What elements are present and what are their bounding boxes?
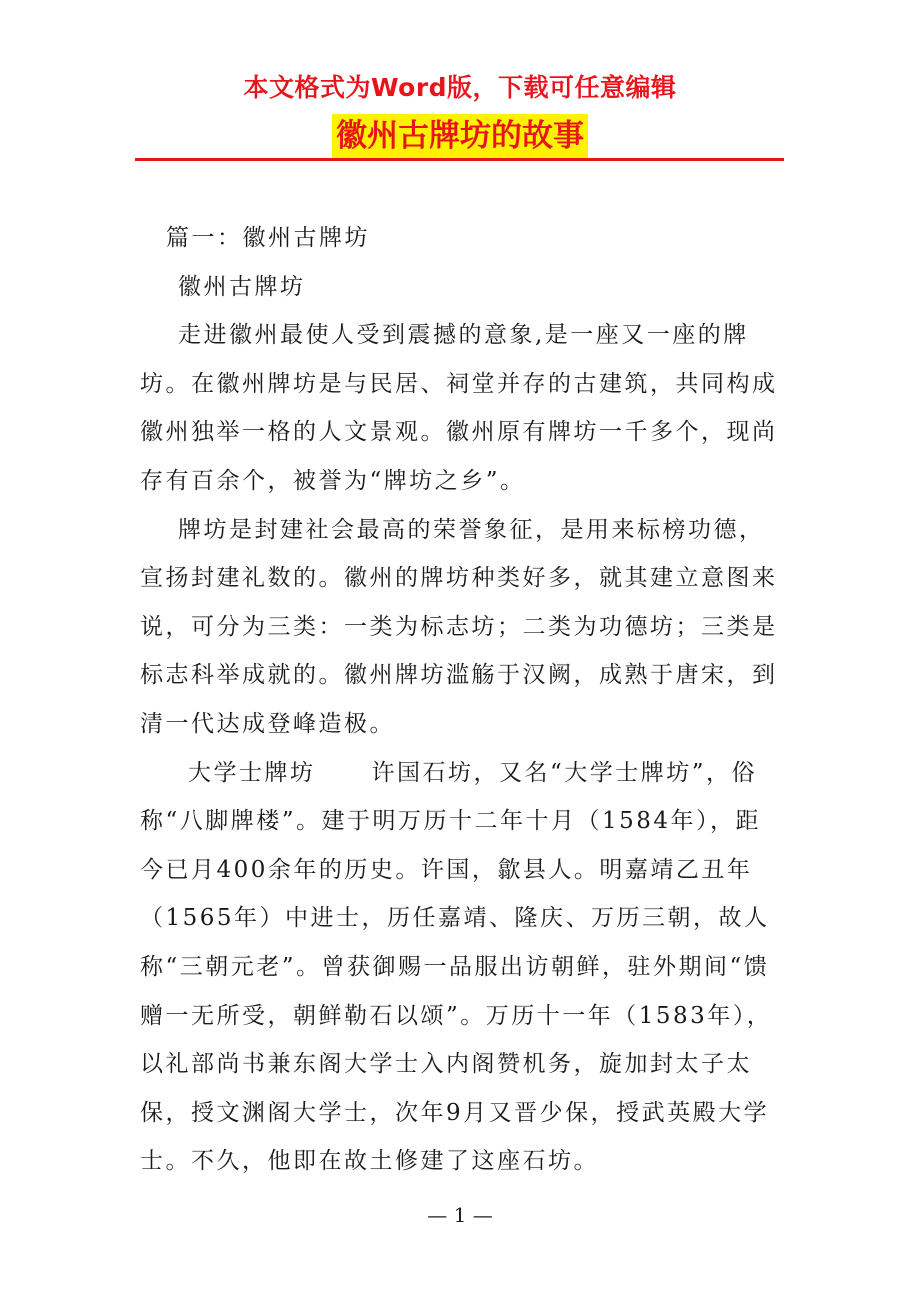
section-heading: 篇一：徽州古牌坊 <box>166 225 370 251</box>
page-number: — 1 — <box>427 1203 493 1227</box>
feature-text: 许国石坊，又名“大学士牌坊”，俗称“八脚牌楼”。建于明万历十二年十月（1584年），距今已月400余年的历史。许国，歙县人。明嘉靖乙丑年（1565年）中进士，历任嘉靖、隆庆、万历三朝，故人称“三朝元老”。曾获御赐一品服出访朝鲜，驻外期间“馈赠一无所受，朝鲜勒石以颂”。万历十一年（1583年），以礼部尚书兼东阁大学士入内阁赞机务，旋加封太子太保，授文渊阁大学士，次年9月又晋少保，授武英殿大学士。不久，他即在故土修建了这座石坊。 <box>140 759 773 1175</box>
header-rule <box>135 158 784 161</box>
document-title: 徽州古牌坊的故事 <box>332 114 588 158</box>
section-subtitle: 徽州古牌坊 <box>178 273 306 300</box>
paragraph-intro: 走进徽州最使人受到震撼的意象,是一座又一座的牌坊。在徽州牌坊是与民居、祠堂并存的古建筑，共同构成徽州独举一格的人文景观。徽州原有牌坊一千多个，现尚存有百余个，被誉为“牌坊之乡”。 <box>140 322 778 494</box>
paragraph-categories: 牌坊是封建社会最高的荣誉象征，是用来标榜功德，宣扬封建礼数的。徽州的牌坊种类好多，就其建立意图来说，可分为三类：一类为标志坊；二类为功德坊；三类是标志科举成就的。徽州牌坊滥觞于汉阙，成熟于唐宋，到清一代达成登峰造极。 <box>140 516 778 737</box>
paragraph-feature <box>140 749 780 1186</box>
feature-label: 大学士牌坊 <box>188 759 316 786</box>
document-body <box>140 214 780 1186</box>
title-container <box>0 114 920 158</box>
format-notice: 本文格式为Word版，下载可任意编辑 <box>243 73 677 102</box>
